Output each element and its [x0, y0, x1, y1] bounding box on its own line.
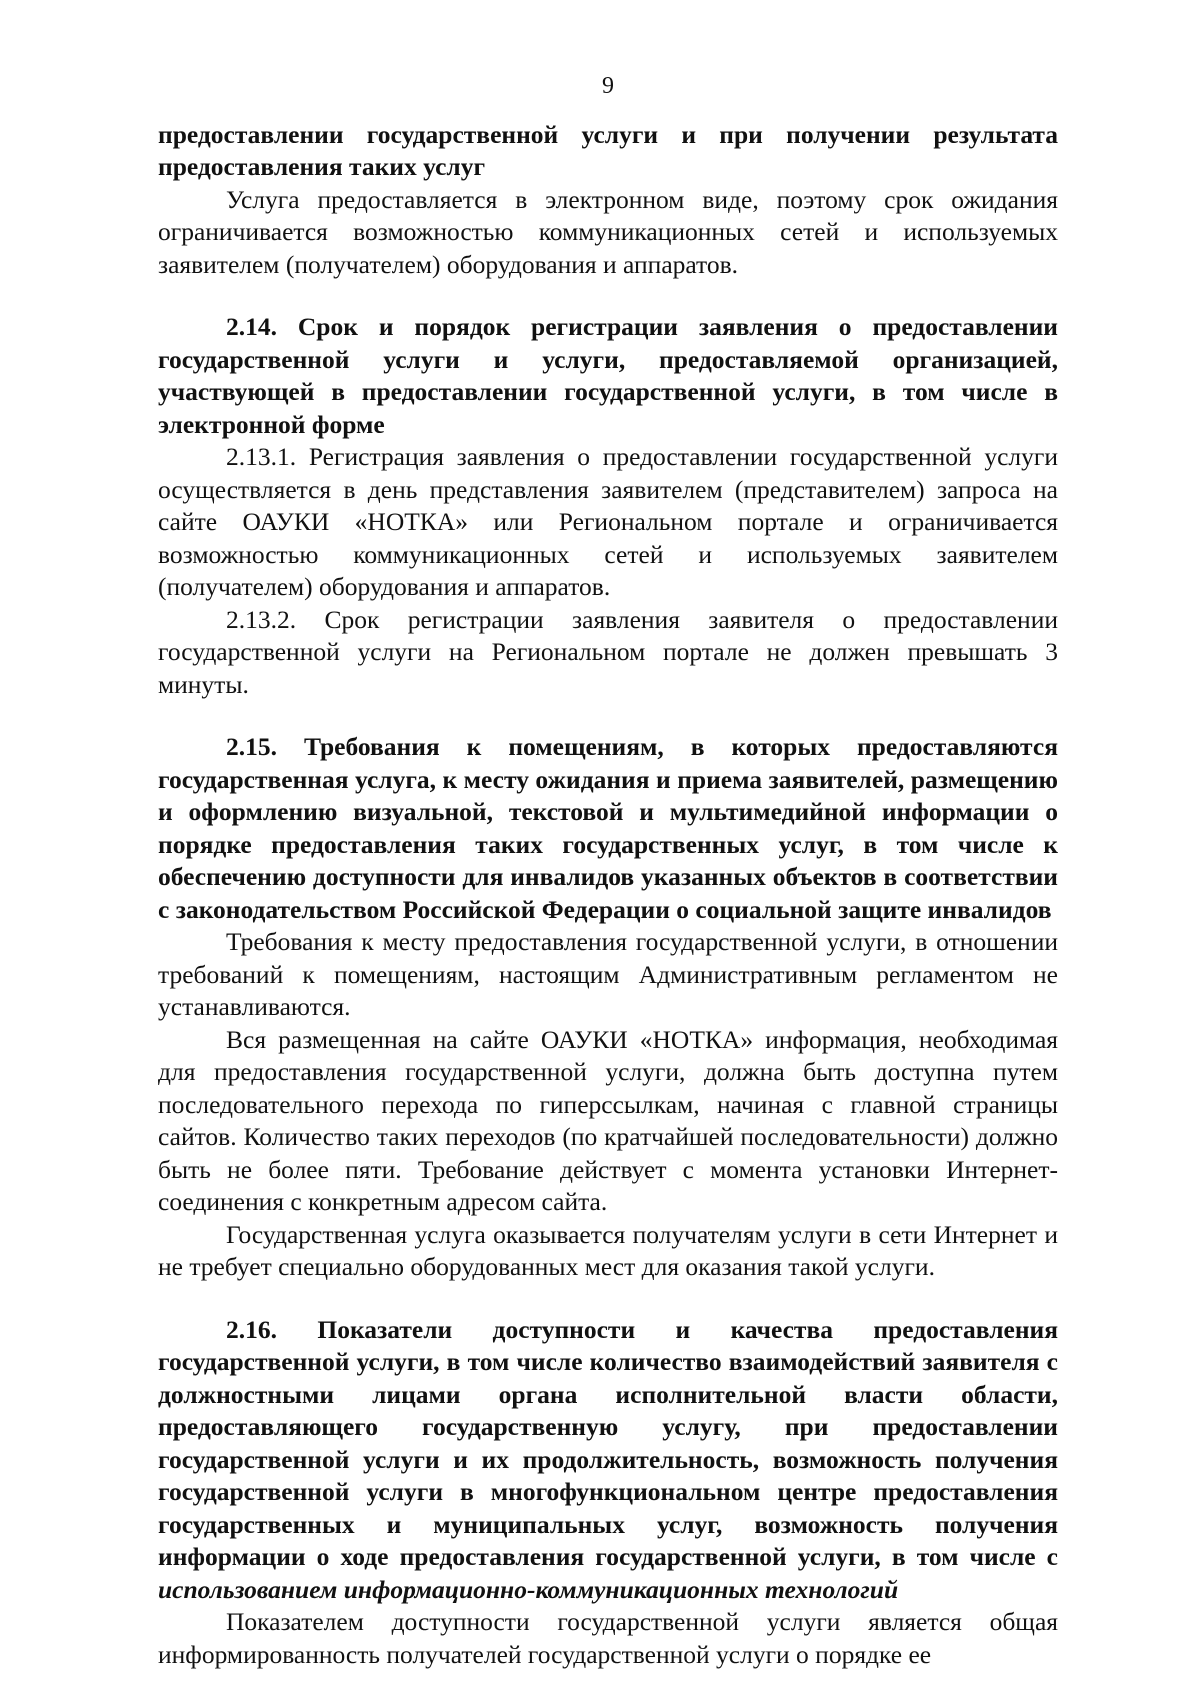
heading-2-14: 2.14. Срок и порядок регистрации заявления о предоставлении государственной услуги и услуги, предоставляемой организацией, участвующей в предоставлении государственной услуги, в том числе в электронной форме	[158, 312, 1058, 439]
paragraph-website-info: Вся размещенная на сайте ОАУКИ «НОТКА» информация, необходимая для предоставления государственной услуги, должна быть доступна путем последовательного перехода по гиперссылкам, начиная с главной страницы сайтов. Количество таких переходов (по кратчайшей последовательности) должно быть не более пяти. Требование действует с момента установки Интернет-соединения с конкретным адресом сайта.	[158, 1024, 1058, 1216]
heading-2-13-continuation: предоставлении государственной услуги и при получении результата предоставления таких услуг	[158, 119, 1058, 181]
section-gap	[158, 1284, 1058, 1314]
heading-2-16	[158, 1314, 1058, 1607]
paragraph-electronic-service: Услуга предоставляется в электронном виде, поэтому срок ожидания ограничивается возможностью коммуникационных сетей и используемых заявителем (получателем) оборудования и аппаратов.	[158, 184, 1058, 279]
page-number: 9	[602, 73, 614, 99]
heading-2-16-italic: использованием информационно-коммуникационных технологий	[158, 1574, 899, 1604]
section-gap	[158, 281, 1058, 311]
paragraph-2-13-1: 2.13.1. Регистрация заявления о предоставлении государственной услуги осуществляется в день представления заявителем (представителем) запроса на сайте ОАУКИ «НОТКА» или Региональном портале и ограничивается возможностью коммуникационных сетей и используемых заявителем (получателем) оборудования и аппаратов.	[158, 442, 1058, 601]
section-gap	[158, 701, 1058, 731]
document-page	[158, 70, 1058, 1671]
paragraph-2-13-2: 2.13.2. Срок регистрации заявления заявителя о предоставлении государственной услуги на Региональном портале не должен превышать 3 минуты.	[158, 604, 1058, 699]
paragraph-accessibility-indicator: Показателем доступности государственной услуги является общая информированность получателей государственной услуги о порядке ее	[158, 1607, 1058, 1669]
paragraph-internet-service: Государственная услуга оказывается получателям услуги в сети Интернет и не требует специально оборудованных мест для оказания такой услуги.	[158, 1219, 1058, 1281]
heading-2-15: 2.15. Требования к помещениям, в которых предоставляются государственная услуга, к месту ожидания и приема заявителей, размещению и оформлению визуальной, текстовой и мультимедийной информации о порядке предоставления таких государственных услуг, в том числе к обеспечению доступности для инвалидов указанных объектов в соответствии с законодательством Российской Федерации о социальной защите инвалидов	[158, 732, 1058, 924]
heading-2-16-text: 2.16. Показатели доступности и качества предоставления государственной услуги, в том числе количество взаимодействий заявителя с должностными лицами органа исполнительной власти области, предоставляющего государственную услугу, при предоставлении государственной услуги и их продолжительность, возможность получения государственной услуги в многофункциональном центре предоставления государственных и муниципальных услуг, возможность получения информации о ходе предоставления государственной услуги, в том числе с	[158, 1314, 1058, 1571]
paragraph-premises-requirements: Требования к месту предоставления государственной услуги, в отношении требований к помещениям, настоящим Административным регламентом не устанавливаются.	[158, 927, 1058, 1021]
